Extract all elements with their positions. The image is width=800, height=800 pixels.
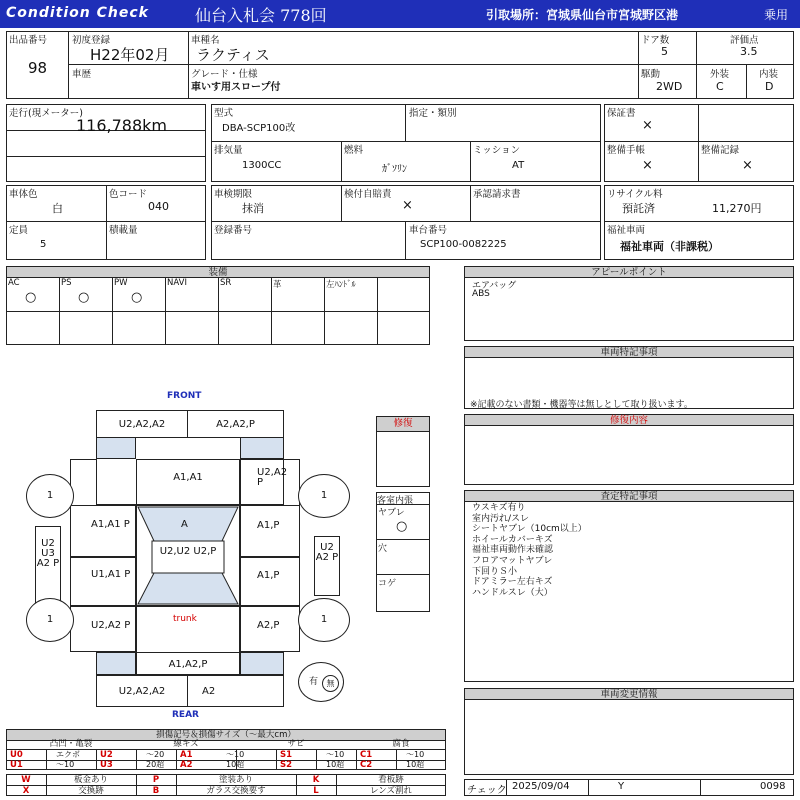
legend-mark: レンズ割れ — [369, 785, 413, 796]
right-rear-fender: A2,P — [240, 606, 300, 652]
legend-mark: 交換跡 — [78, 785, 104, 796]
special-notes-footer: ※記載のない書類・機器等は無しとして取り扱います。 — [470, 400, 693, 410]
legend-title: 損傷記号＆損傷サイズ（〜最大cm） — [6, 729, 446, 740]
legend-code: C2 — [360, 760, 373, 770]
repair-title: 修復内容 — [464, 414, 794, 426]
rear-left-bumper: U2,A2,A2 — [96, 675, 188, 707]
header-bar — [0, 0, 800, 28]
car-name: ラクティス — [196, 46, 270, 64]
inspector-note: フロアマットヤブレ — [472, 556, 553, 566]
rear-label: REAR — [172, 710, 199, 720]
legend-divider — [46, 774, 47, 796]
nashi-circle: 無 — [322, 675, 339, 692]
back-door — [136, 606, 240, 652]
interior-title: 客室内張 — [377, 496, 414, 506]
legend-size: 10超 — [226, 760, 245, 769]
legend-code: U1 — [10, 760, 23, 770]
mileage: 116,788km — [76, 116, 168, 135]
brand-title: Condition Check — [6, 5, 149, 21]
load-label: 積載量 — [109, 225, 138, 236]
rear-right-corner — [240, 652, 284, 675]
interior-label: 内装 — [759, 69, 779, 80]
auction-title: 仙台入札会 778回 — [195, 6, 327, 25]
fuel-label: 燃料 — [344, 145, 364, 156]
legend-mark: P — [152, 775, 160, 785]
capacity: 5 — [40, 239, 47, 250]
inspector-note: ウスキズ有り — [472, 503, 526, 513]
legend-mark: 板金あり — [73, 775, 108, 785]
legend-code: S1 — [280, 750, 293, 760]
check-mark: Y — [618, 781, 625, 792]
designation-label: 指定・類別 — [409, 108, 457, 119]
legend-group-name: 凸凹・亀裂 — [49, 739, 93, 749]
model: DBA-SCP100改 — [222, 123, 296, 134]
grade-label: グレード・仕様 — [191, 69, 258, 80]
pickup-location: 引取場所：宮城県仙台市宮城野区港 — [486, 8, 679, 22]
changes-box — [464, 699, 794, 775]
equipment-label: 革 — [273, 280, 282, 290]
legend-divider — [236, 749, 237, 770]
right-rear-door: A1,P — [240, 557, 300, 606]
equipment-value: ○ — [25, 290, 37, 305]
record: × — [742, 158, 753, 173]
score-label: 評価点 — [730, 35, 759, 46]
history-label: 車歴 — [72, 69, 92, 80]
recycle-fee: 11,270円 — [712, 202, 762, 215]
displacement: 1300CC — [242, 160, 282, 171]
category: 乗用 — [764, 8, 789, 22]
mileage-label: 走行(現メーター) — [9, 108, 83, 119]
car-name-label: 車種名 — [191, 35, 220, 46]
equipment-divider — [324, 277, 325, 345]
legend-size: 〜10 — [406, 750, 425, 759]
model-label: 型式 — [214, 108, 234, 119]
legend-divider — [136, 749, 137, 770]
registration-table — [211, 185, 601, 260]
doors-label: ドア数 — [641, 35, 670, 46]
lot-label: 出品番号 — [9, 35, 48, 46]
check-date: 2025/09/04 — [512, 781, 570, 792]
body-color: 白 — [52, 202, 63, 215]
legend-divider — [96, 749, 97, 770]
manual: × — [642, 158, 653, 173]
legend-code: C1 — [360, 750, 373, 760]
legend-size: 〜20 — [146, 750, 165, 759]
doors: 5 — [661, 45, 668, 58]
legend-group-name: 線キズ — [173, 739, 199, 749]
legend-code: S2 — [280, 760, 293, 770]
equipment-divider — [271, 277, 272, 345]
legend-mark: ガラス交換要す — [206, 785, 266, 796]
record-label: 整備記録 — [701, 145, 740, 156]
equipment-divider — [218, 277, 219, 345]
interior-ana: 穴 — [378, 544, 388, 554]
changes-title: 車両変更情報 — [464, 688, 794, 700]
legend-divider — [336, 774, 337, 796]
check-number: 0098 — [760, 781, 786, 792]
inspector-note: 福祉車両動作未確認 — [472, 545, 554, 556]
chassis-label: 車台番号 — [409, 225, 448, 236]
windshield-damage: A — [181, 519, 188, 530]
right-front-door: A1,P — [240, 505, 300, 557]
welfare-label: 福祉車両 — [607, 225, 646, 236]
equipment-value: ○ — [78, 290, 90, 305]
inspector-note: 下回りＳ小 — [472, 566, 518, 577]
equipment-label: PW — [114, 278, 128, 288]
equipment-label: NAVI — [167, 278, 187, 288]
exterior: C — [716, 80, 724, 93]
rear-panel: A1,A2,P — [136, 652, 240, 675]
front-left-bumper: U2,A2,A2 — [96, 410, 188, 438]
legend-divider — [136, 774, 137, 796]
interior-yabure-mark: ○ — [396, 519, 408, 534]
drive: 2WD — [656, 80, 683, 93]
rear-right-bumper: A2 — [187, 675, 284, 707]
legend-code: U2 — [100, 750, 113, 760]
legend-divider — [316, 749, 317, 770]
welfare: 福祉車両（非課税） — [620, 240, 719, 253]
tire-rear-right: 1 — [298, 598, 350, 642]
lot-number: 98 — [28, 59, 48, 77]
legend-mark: 塗装あり — [218, 775, 253, 785]
bonnet: A1,A1 — [136, 459, 240, 505]
inspector-note: ホイールカバーキズ — [472, 534, 553, 545]
legend-divider — [356, 749, 357, 770]
first-reg: H22年02月 — [90, 46, 170, 64]
equipment-value: ○ — [131, 290, 143, 305]
interior-yabure: ヤブレ — [378, 508, 405, 518]
legend-mark: L — [313, 785, 319, 796]
legend-code: U3 — [100, 760, 113, 770]
ari-nashi-indicator: 有 — [298, 662, 344, 702]
appeal-line: エアバッグ — [472, 281, 517, 291]
legend-mark: X — [22, 785, 30, 796]
grade: 車いす用スロープ付 — [191, 82, 281, 93]
legend-size: 〜10 — [226, 750, 245, 759]
inspector-note: ドアミラー左右キズ — [472, 577, 553, 588]
legend-mark: 看板跡 — [378, 775, 404, 785]
front-right-bumper: A2,A2,P — [187, 410, 284, 438]
inspector-note: 室内汚れ/スレ — [472, 513, 530, 524]
warranty-label: 保証書 — [607, 108, 636, 119]
legend-mark: K — [312, 775, 320, 785]
drive-label: 駆動 — [641, 69, 661, 80]
score: 3.5 — [740, 45, 758, 58]
legend-size: 〜10 — [56, 760, 75, 769]
rear-glass — [138, 573, 238, 604]
warranty: × — [642, 118, 653, 133]
equipment-divider — [165, 277, 166, 345]
repair-mark-box — [376, 431, 430, 487]
front-label: FRONT — [167, 391, 202, 401]
rear-left-corner — [96, 652, 136, 675]
legend-code: A1 — [180, 750, 193, 760]
legend-divider — [176, 749, 177, 770]
exterior-label: 外装 — [710, 69, 730, 80]
insurance-label: 検付自賠責 — [344, 189, 392, 200]
front-left-fender — [96, 459, 136, 505]
front-right-fender: U2,A2 P — [240, 459, 284, 505]
first-reg-label: 初度登録 — [72, 35, 111, 46]
roof-damage: U2,U2 U2,P — [159, 546, 217, 557]
recycle-label: リサイクル料 — [607, 189, 663, 200]
equipment-divider — [59, 277, 60, 345]
right-sill: U2 A2 P — [314, 536, 340, 596]
approval-label: 承認請求書 — [473, 189, 521, 200]
mission: AT — [512, 160, 525, 171]
left-sill: U2 U3 A2 P — [35, 526, 61, 606]
legend-code: U0 — [10, 750, 23, 760]
legend-mark: B — [152, 785, 160, 796]
legend-size: 〜10 — [326, 750, 345, 759]
legend-size: 20超 — [146, 760, 165, 769]
legend-mark: W — [21, 775, 31, 785]
trunk-label: trunk — [173, 614, 197, 624]
legend-group-name: 腐食 — [392, 739, 410, 749]
legend-divider — [296, 774, 297, 796]
inspection-label: 車検期限 — [214, 189, 253, 200]
inspector-note: シートヤブレ（10cm以上） — [472, 524, 587, 535]
recycle-status: 預託済 — [622, 202, 655, 215]
capacity-label: 定員 — [9, 225, 29, 236]
color-code-label: 色コード — [109, 189, 148, 200]
body-color-label: 車体色 — [9, 189, 38, 200]
legend-group-name: サビ — [287, 739, 305, 749]
legend-code: A2 — [180, 760, 193, 770]
special-notes-title: 車両特記事項 — [464, 346, 794, 358]
front-left-corner — [96, 436, 136, 459]
equipment-divider — [377, 277, 378, 345]
equipment-divider — [112, 277, 113, 345]
tire-front-left: 1 — [26, 474, 74, 518]
windshield — [138, 507, 238, 541]
interior: D — [765, 80, 774, 93]
left-rear-fender: U2,A2 P — [70, 606, 136, 652]
chassis: SCP100-0082225 — [420, 239, 507, 250]
check-label: チェック — [467, 785, 507, 796]
equipment-label: 左ﾊﾝﾄﾞﾙ — [326, 280, 356, 290]
tire-front-right: 1 — [298, 474, 350, 518]
legend-divider — [46, 749, 47, 770]
color-code: 040 — [148, 200, 169, 213]
legend-size: エクボ — [56, 750, 80, 759]
equipment-label: SR — [220, 278, 232, 288]
inspection: 抹消 — [242, 202, 264, 215]
left-front-door: A1,A1 P — [70, 505, 136, 557]
fuel: ｶﾞｿﾘﾝ — [382, 164, 407, 175]
equipment-title: 装備 — [6, 266, 430, 278]
legend-size: 10超 — [326, 760, 345, 769]
legend-divider — [6, 785, 446, 786]
legend-divider — [176, 774, 177, 796]
displacement-label: 排気量 — [214, 145, 243, 156]
legend-divider — [276, 749, 277, 770]
interior-koge: コゲ — [378, 579, 397, 589]
repair-box — [464, 425, 794, 485]
legend-divider — [396, 749, 397, 770]
equipment-label: AC — [8, 278, 20, 288]
equipment-label: PS — [61, 278, 72, 288]
legend-size: 10超 — [406, 760, 425, 769]
mission-label: ミッション — [473, 145, 521, 156]
inspector-note: ハンドルスレ（大） — [472, 587, 553, 598]
left-rear-door: U1,A1 P — [70, 557, 136, 606]
tire-rear-left: 1 — [26, 598, 74, 642]
repair-mark-title: 修復 — [376, 416, 430, 432]
appeal-title: アピールポイント — [464, 266, 794, 278]
manual-label: 整備手帳 — [607, 145, 646, 156]
insurance: × — [402, 198, 413, 213]
appeal-line: ABS — [472, 289, 490, 299]
inspector-notes-title: 査定特記事項 — [464, 490, 794, 502]
reg-no-label: 登録番号 — [214, 225, 253, 236]
front-right-corner — [240, 436, 284, 459]
